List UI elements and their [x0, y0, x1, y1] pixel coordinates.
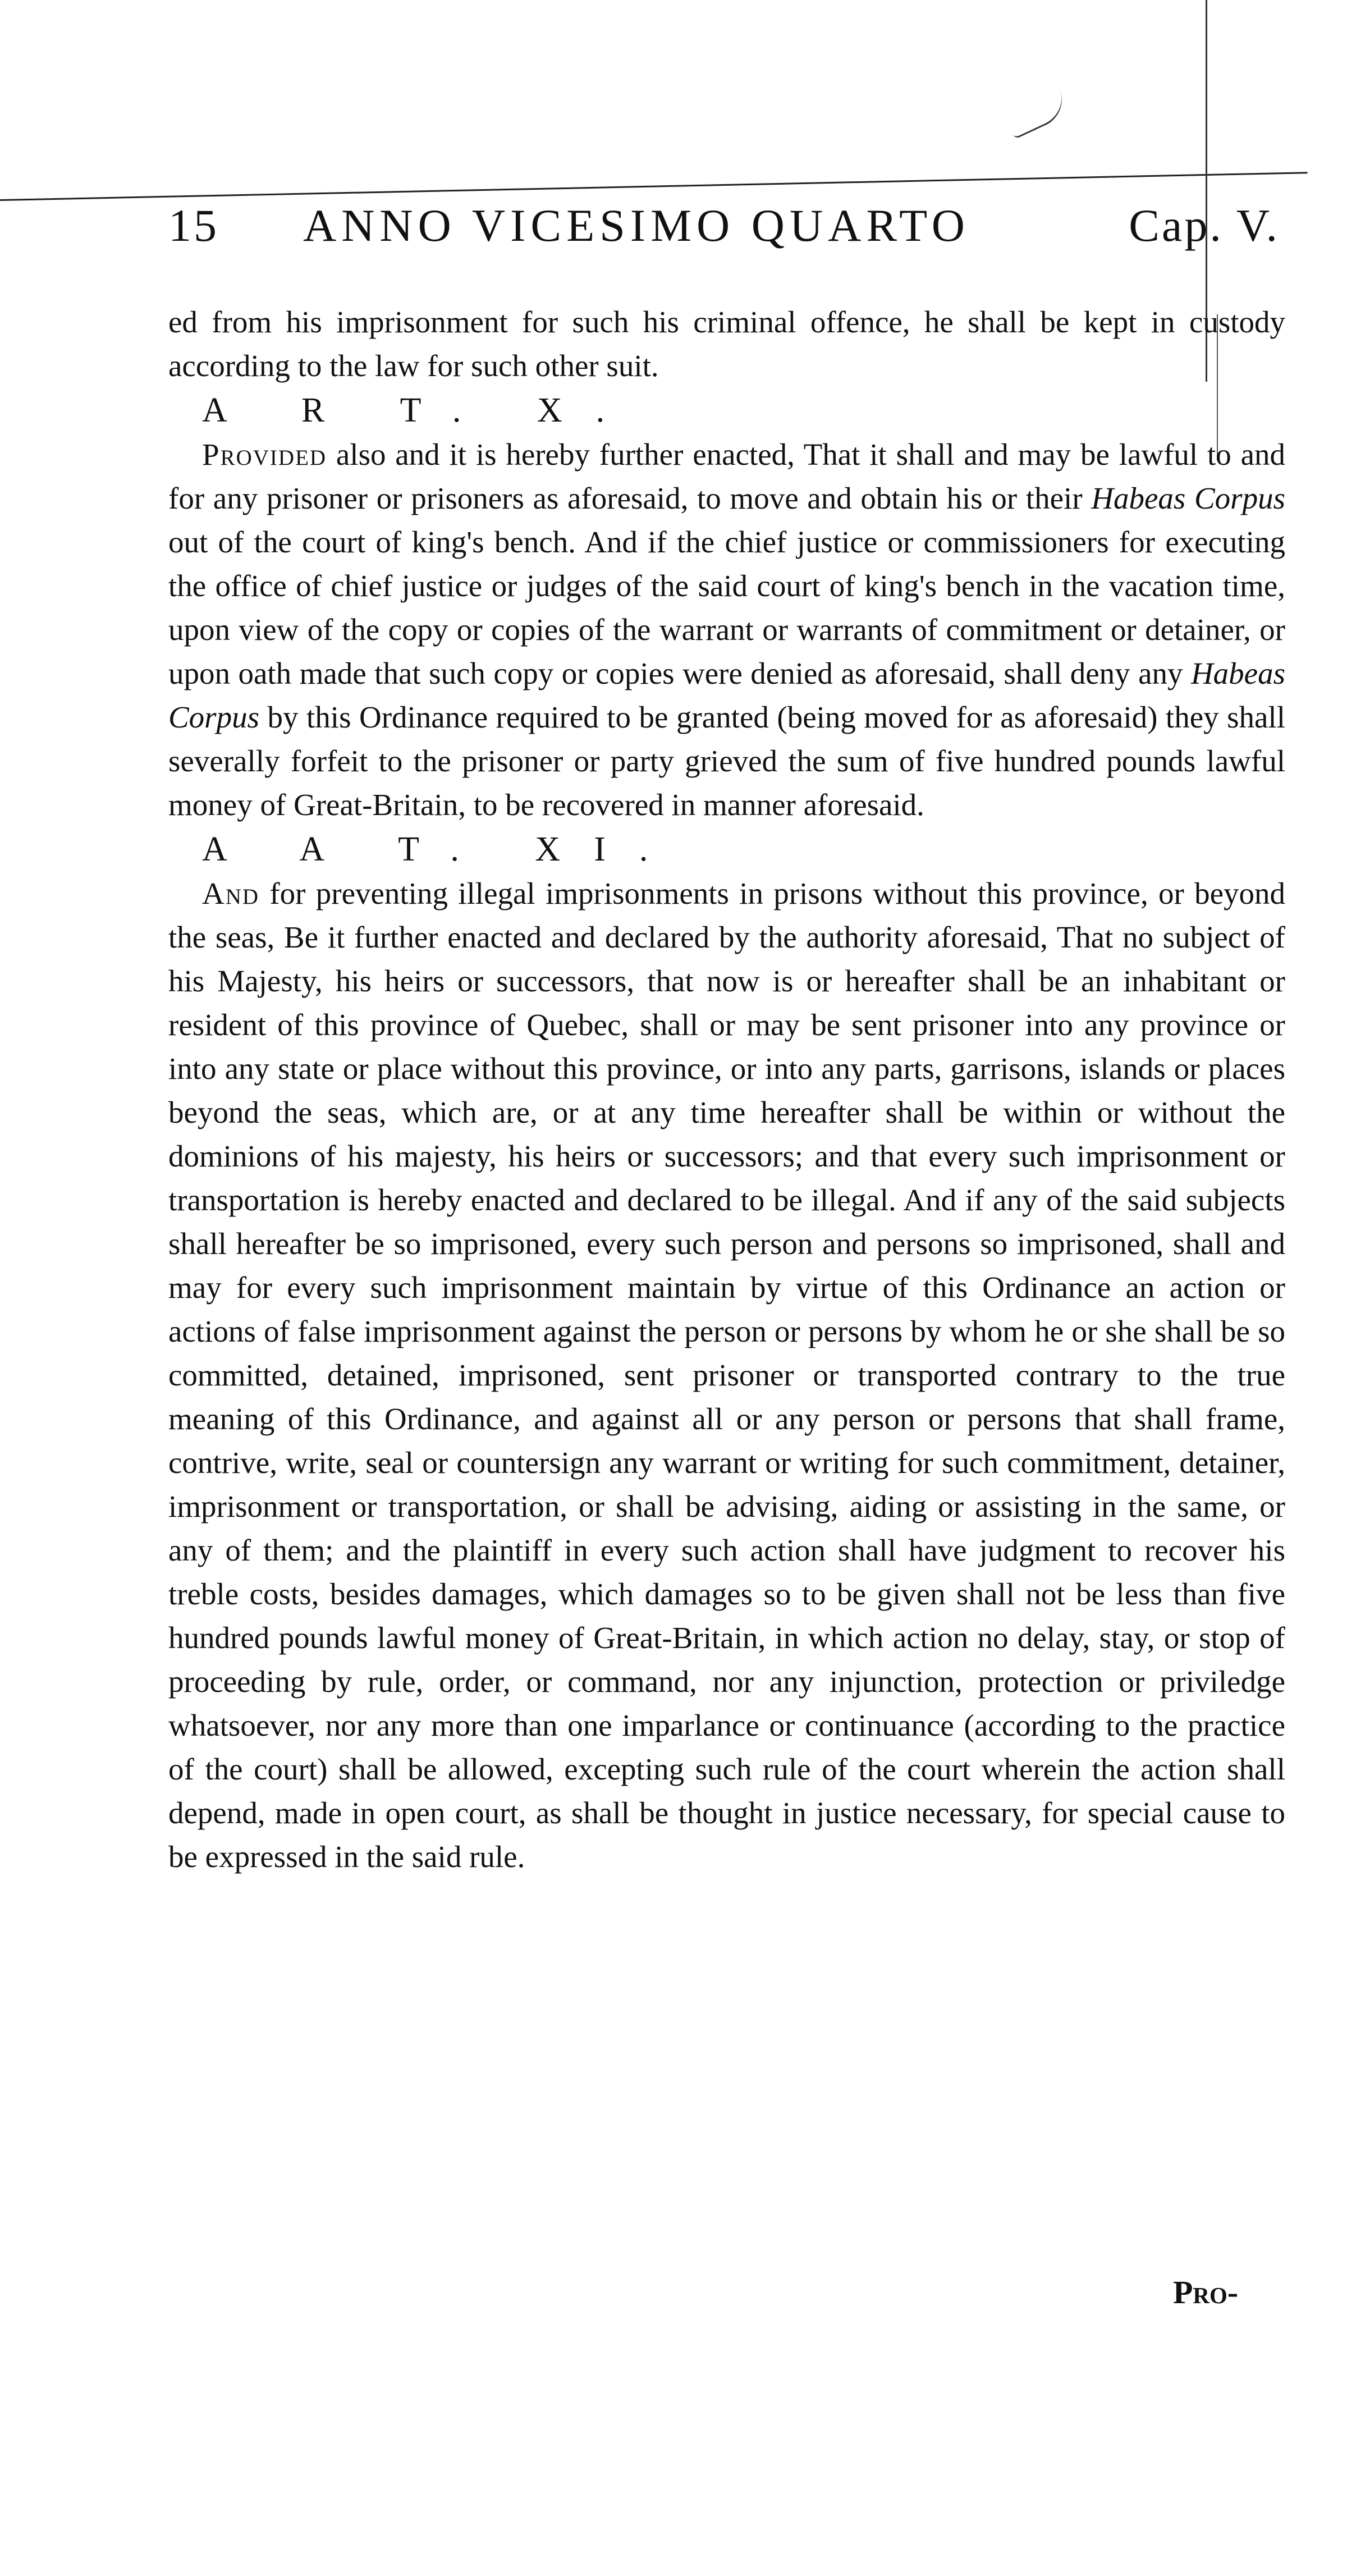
article-heading-x: A R T. X.	[202, 391, 639, 429]
lead-word: And	[202, 876, 260, 910]
article-x-text-c: by this Ordinance required to be granted (being moved for as aforesaid) they shall severally forfeit to the prisoner or party grieved the sum of five hundred pounds lawful money of Great-Britain, to be recovered in manner aforesaid.	[168, 700, 1285, 822]
article-x-text-b: out of the court of king's bench. And if the chief justice or commissioners for executing the office of chief justice or judges of the said court of king's bench in the vacation time, upon view of the copy or copies of the warrant or warrants of commitment or detainer, or upon oath made that such copy or copies were denied as aforesaid, shall deny any	[168, 525, 1285, 690]
scan-scribble-mark	[1000, 81, 1071, 140]
running-title: ANNO VICESIMO QUARTO	[303, 200, 970, 251]
article-xi-paragraph	[168, 872, 1285, 1879]
article-x-paragraph	[168, 433, 1285, 827]
running-header	[168, 194, 1280, 261]
page-body	[168, 300, 1285, 1879]
article-xi-text: for preventing illegal imprisonments in prisons without this province, or beyond the seas, Be it further enacted and declared by the authority aforesaid, That no subject of his Majesty, his heirs or successors, that now is or hereafter shall be an inhabitant or resident of this province of Quebec, shall or may be sent prisoner into any province or into any state or place without this province, or into any parts, garrisons, islands or places beyond the seas, which are, or at any time hereafter shall be within or without the dominions of his majesty, his heirs or successors; and that every such imprisonment or transportation is hereby enacted and declared to be illegal. And if any of the said subjects shall hereafter be so imprisoned, every such person and persons so imprisoned, shall and may for every such imprisonment maintain by virtue of this Ordinance an action or actions of false imprisonment against the person or persons by whom he or she shall be so committed, detained, imprisoned, sent prisoner or transported contrary to the true meaning of this Ordinance, and against all or any person or persons that shall frame, contrive, write, seal or countersign any warrant or writing for such commitment, detainer, imprisonment or transportation, or shall be advising, aiding or assisting in the same, or any of them; and the plaintiff in every such action shall have judgment to recover his treble costs, besides damages, which damages so to be given shall not be less than five hundred pounds lawful money of Great-Britain, in which action no delay, stay, or stop of proceeding by rule, order, or command, nor any injunction, protection or priviledge whatsoever, nor any more than one imparlance or continuance (according to the practice of the court) shall be allowed, excepting such rule of the court wherein the action shall depend, made in open court, as shall be thought in justice necessary, for special cause to be expressed in the said rule.	[168, 876, 1285, 1874]
catchword: Pro-	[1173, 2274, 1239, 2310]
continued-paragraph: ed from his imprisonment for such his criminal offence, he shall be kept in custody according to the law for such other suit.	[168, 305, 1285, 383]
habeas-corpus-term: Habeas Corpus	[168, 656, 1285, 734]
lead-word: Provided	[202, 437, 327, 472]
habeas-corpus-term: Habeas Corpus	[1091, 481, 1285, 515]
page-number: 15	[168, 200, 219, 251]
article-heading-xi: A A T. XI.	[202, 830, 682, 868]
article-x-text-a: also and it is hereby further enacted, That it shall and may be lawful to and for any prisoner or prisoners as aforesaid, to move and obtain his or their	[168, 437, 1285, 515]
chapter-label: Cap. V.	[1129, 200, 1280, 251]
